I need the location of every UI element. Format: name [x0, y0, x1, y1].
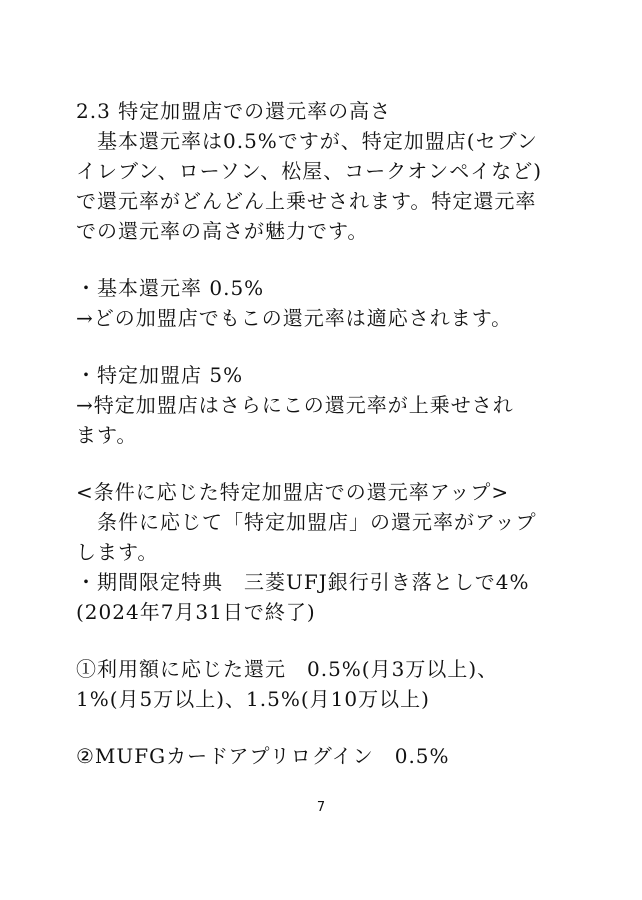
- special-store-title: ・特定加盟店 5%: [76, 363, 244, 387]
- spacer: [76, 333, 586, 360]
- spacer: [76, 246, 586, 273]
- bonus-line: (2024年7月31日で終了): [76, 600, 316, 624]
- spacer: [76, 450, 586, 477]
- intro-line: での還元率の高さが魅力です。: [76, 219, 369, 243]
- special-store-note: ます。: [76, 423, 138, 447]
- item-usage-rebate: ①利用額に応じた還元 0.5%(月3万以上)、: [76, 657, 499, 681]
- intro-line: 基本還元率は0.5%ですが、特定加盟店(セブン: [76, 129, 538, 153]
- section-heading: 2.3 特定加盟店での還元率の高さ: [76, 99, 392, 123]
- conditional-desc: します。: [76, 540, 159, 564]
- conditional-heading: <条件に応じた特定加盟店での還元率アップ>: [76, 480, 510, 504]
- page-content: [76, 96, 586, 771]
- bonus-line: ・期間限定特典 三菱UFJ銀行引き落としで4%: [76, 570, 530, 594]
- special-store-note: →特定加盟店はさらにこの還元率が上乗せされ: [76, 393, 514, 417]
- spacer: [76, 627, 586, 654]
- spacer: [76, 714, 586, 741]
- basic-rate-title: ・基本還元率 0.5%: [76, 276, 265, 300]
- intro-line: で還元率がどんどん上乗せされます。特定還元率: [76, 189, 537, 213]
- intro-line: イレブン、ローソン、松屋、コークオンペイなど): [76, 159, 543, 183]
- item-usage-rebate: 1%(月5万以上)、1.5%(月10万以上): [76, 687, 430, 711]
- conditional-desc: 条件に応じて「特定加盟店」の還元率がアップ: [76, 510, 537, 534]
- item-app-login: ②MUFGカードアプリログイン 0.5%: [76, 744, 450, 768]
- page-number: 7: [316, 800, 326, 815]
- basic-rate-note: →どの加盟店でもこの還元率は適応されます。: [76, 306, 513, 330]
